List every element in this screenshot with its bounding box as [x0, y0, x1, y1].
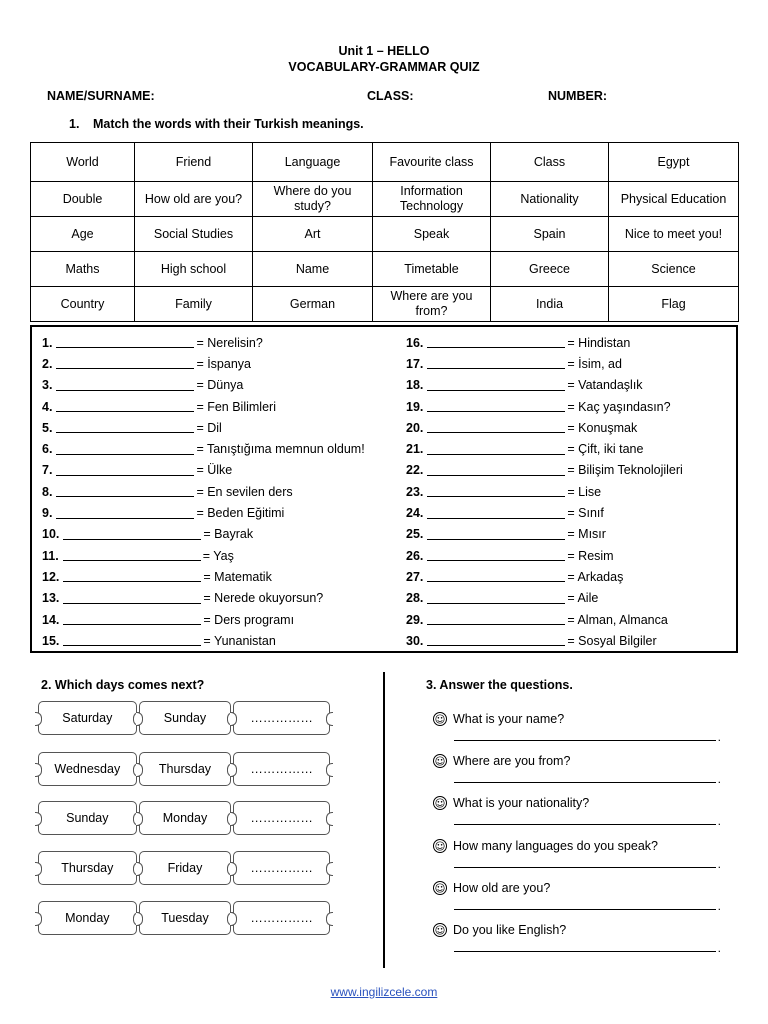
day-tag: Thursday — [139, 752, 232, 786]
day-tag: Saturday — [38, 701, 137, 735]
turkish-meaning: = Sınıf — [567, 506, 604, 521]
section-divider — [383, 672, 385, 968]
vocabulary-cell: Where are you from? — [373, 287, 491, 322]
quiz-subtitle: VOCABULARY-GRAMMAR QUIZ — [288, 60, 480, 74]
next-day-blank[interactable]: …………… — [233, 901, 330, 935]
matching-item — [406, 375, 683, 396]
answer-blank[interactable] — [427, 337, 565, 348]
matching-item-number: 6. — [42, 442, 53, 457]
vocabulary-cell: Where do you study? — [253, 182, 373, 217]
question-line — [432, 838, 722, 854]
turkish-meaning: = Mısır — [567, 527, 606, 542]
turkish-meaning: = Arkadaş — [567, 569, 624, 584]
answer-blank[interactable] — [56, 444, 194, 455]
answer-line[interactable] — [454, 773, 716, 783]
question-line — [432, 795, 722, 811]
question-3-heading: 3. Answer the questions. — [426, 678, 573, 692]
answer-blank[interactable] — [63, 529, 201, 540]
turkish-meaning: = Resim — [567, 548, 614, 563]
turkish-meaning: = Beden Eğitimi — [196, 506, 285, 521]
vocabulary-row — [31, 217, 739, 252]
matching-item-number: 24. — [406, 506, 424, 521]
smiley-face-icon — [432, 753, 448, 769]
matching-item — [42, 396, 365, 417]
matching-item-number: 4. — [42, 399, 53, 414]
day-tag: Wednesday — [38, 752, 137, 786]
matching-item — [406, 588, 683, 609]
smiley-face-icon — [432, 795, 448, 811]
question-line — [432, 922, 722, 938]
answer-blank[interactable] — [63, 614, 201, 625]
matching-item-number: 27. — [406, 569, 424, 584]
answer-blank[interactable] — [427, 529, 565, 540]
matching-item-number: 9. — [42, 506, 53, 521]
matching-item — [42, 375, 365, 396]
matching-item — [406, 460, 683, 481]
matching-item — [406, 481, 683, 502]
matching-item — [406, 396, 683, 417]
answer-blank[interactable] — [427, 444, 565, 455]
website-link[interactable]: www.ingilizcele.com — [330, 985, 438, 999]
matching-item — [42, 460, 365, 481]
question-text: How old are you? — [453, 881, 551, 895]
vocabulary-row — [31, 143, 739, 182]
matching-item-number: 14. — [42, 612, 60, 627]
matching-item — [406, 609, 683, 630]
question-line — [432, 753, 722, 769]
answer-blank[interactable] — [56, 380, 194, 391]
vocabulary-cell: Friend — [135, 143, 253, 182]
turkish-meaning: = Dil — [196, 420, 222, 435]
matching-item — [42, 353, 365, 374]
matching-item-number: 22. — [406, 463, 424, 478]
vocabulary-cell: Flag — [609, 287, 739, 322]
vocabulary-cell: Spain — [491, 217, 609, 252]
next-day-blank[interactable]: …………… — [233, 701, 330, 735]
matching-right-column — [406, 332, 683, 651]
vocabulary-cell: Timetable — [373, 252, 491, 287]
question-item — [432, 753, 722, 783]
answer-blank[interactable] — [63, 593, 201, 604]
vocabulary-row — [31, 252, 739, 287]
day-tag: Thursday — [38, 851, 137, 885]
matching-item-number: 17. — [406, 356, 424, 371]
matching-item — [406, 630, 683, 651]
vocabulary-row — [31, 287, 739, 322]
question-line — [432, 711, 722, 727]
answer-blank[interactable] — [427, 486, 565, 497]
day-tag: Tuesday — [139, 901, 232, 935]
smiley-face-icon — [432, 711, 448, 727]
matching-item — [406, 502, 683, 523]
vocabulary-cell: Nice to meet you! — [609, 217, 739, 252]
matching-item — [42, 481, 365, 502]
vocabulary-cell: Art — [253, 217, 373, 252]
turkish-meaning: = Sosyal Bilgiler — [567, 633, 657, 648]
turkish-meaning: = İsim, ad — [567, 356, 622, 371]
day-tag: Sunday — [38, 801, 137, 835]
matching-left-column — [42, 332, 365, 651]
matching-item — [42, 609, 365, 630]
question-1-text: Match the words with their Turkish meanings. — [93, 117, 364, 131]
turkish-meaning: = Yaş — [202, 548, 234, 563]
question-1-number: 1. — [69, 117, 80, 131]
matching-item-number: 18. — [406, 378, 424, 393]
question-item — [432, 880, 722, 910]
next-day-blank[interactable]: …………… — [233, 801, 330, 835]
matching-item-number: 1. — [42, 335, 53, 350]
answer-blank[interactable] — [427, 508, 565, 519]
day-tag: Sunday — [139, 701, 232, 735]
matching-item — [42, 545, 365, 566]
turkish-meaning: = Ders programı — [203, 612, 295, 627]
answer-blank[interactable] — [56, 465, 194, 476]
vocabulary-table — [30, 142, 739, 322]
question-item — [432, 795, 722, 825]
matching-item — [406, 438, 683, 459]
matching-item-number: 3. — [42, 378, 53, 393]
question-item — [432, 711, 722, 741]
matching-item — [42, 332, 365, 353]
vocabulary-row — [31, 182, 739, 217]
turkish-meaning: = Kaç yaşındasın? — [567, 399, 671, 414]
vocabulary-cell: World — [31, 143, 135, 182]
turkish-meaning: = Vatandaşlık — [567, 378, 643, 393]
day-tag: Friday — [139, 851, 232, 885]
vocabulary-cell: Nationality — [491, 182, 609, 217]
turkish-meaning: = Alman, Almanca — [567, 612, 668, 627]
matching-item — [406, 524, 683, 545]
vocabulary-cell: Maths — [31, 252, 135, 287]
matching-item — [406, 417, 683, 438]
question-text: Where are you from? — [453, 754, 571, 768]
matching-item-number: 30. — [406, 633, 424, 648]
matching-item — [406, 353, 683, 374]
day-tag: Monday — [139, 801, 232, 835]
vocabulary-cell: Double — [31, 182, 135, 217]
answer-blank[interactable] — [63, 550, 201, 561]
turkish-meaning: = En sevilen ders — [196, 484, 293, 499]
vocabulary-cell: Physical Education — [609, 182, 739, 217]
turkish-meaning: = Aile — [567, 591, 599, 606]
question-text: How many languages do you speak? — [453, 839, 658, 853]
turkish-meaning: = Konuşmak — [567, 420, 638, 435]
question-text: What is your name? — [453, 712, 565, 726]
answer-line[interactable] — [454, 731, 716, 741]
answer-blank[interactable] — [427, 358, 565, 369]
question-line — [432, 880, 722, 896]
question-2-heading: 2. Which days comes next? — [41, 678, 205, 692]
turkish-meaning: = Yunanistan — [203, 633, 276, 648]
smiley-face-icon — [432, 880, 448, 896]
matching-item-number: 7. — [42, 463, 53, 478]
matching-item — [42, 502, 365, 523]
vocabulary-cell: Science — [609, 252, 739, 287]
turkish-meaning: = Dünya — [196, 378, 244, 393]
vocabulary-cell: How old are you? — [135, 182, 253, 217]
vocabulary-cell: Favourite class — [373, 143, 491, 182]
vocabulary-cell: Name — [253, 252, 373, 287]
number-label: NUMBER: — [548, 89, 608, 103]
question-item — [432, 838, 722, 868]
matching-item-number: 10. — [42, 527, 60, 542]
turkish-meaning: = Bilişim Teknolojileri — [567, 463, 683, 478]
answer-line[interactable] — [454, 815, 716, 825]
matching-item-number: 11. — [42, 548, 59, 563]
answer-blank[interactable] — [56, 508, 194, 519]
answer-blank[interactable] — [63, 635, 201, 646]
answer-line[interactable] — [454, 942, 716, 952]
answer-blank[interactable] — [427, 465, 565, 476]
matching-item-number: 13. — [42, 591, 60, 606]
turkish-meaning: = Ülke — [196, 463, 233, 478]
vocabulary-cell: Social Studies — [135, 217, 253, 252]
answer-blank[interactable] — [427, 380, 565, 391]
day-sequence-row — [38, 901, 330, 935]
vocabulary-cell: Language — [253, 143, 373, 182]
vocabulary-cell: Egypt — [609, 143, 739, 182]
day-sequence-row — [38, 752, 330, 786]
matching-item — [42, 417, 365, 438]
answer-blank[interactable] — [427, 401, 565, 412]
turkish-meaning: = Nerede okuyorsun? — [203, 591, 324, 606]
matching-item-number: 26. — [406, 548, 424, 563]
answer-blank[interactable] — [56, 358, 194, 369]
smiley-face-icon — [432, 838, 448, 854]
matching-box — [30, 325, 738, 653]
matching-item — [42, 524, 365, 545]
vocabulary-cell: Country — [31, 287, 135, 322]
answer-blank[interactable] — [427, 550, 565, 561]
vocabulary-cell: Family — [135, 287, 253, 322]
matching-item — [42, 566, 365, 587]
matching-item — [406, 566, 683, 587]
footer — [0, 985, 768, 999]
matching-item-number: 16. — [406, 335, 424, 350]
matching-item — [406, 545, 683, 566]
matching-item-number: 15. — [42, 633, 60, 648]
matching-item-number: 29. — [406, 612, 424, 627]
matching-item-number: 8. — [42, 484, 53, 499]
question-1-heading — [69, 117, 364, 131]
unit-title: Unit 1 – HELLO — [338, 44, 430, 58]
vocabulary-cell: High school — [135, 252, 253, 287]
turkish-meaning: = Fen Bilimleri — [196, 399, 276, 414]
question-text: What is your nationality? — [453, 796, 590, 810]
answer-blank[interactable] — [56, 337, 194, 348]
matching-item-number: 2. — [42, 356, 53, 371]
turkish-meaning: = Nerelisin? — [196, 335, 263, 350]
turkish-meaning: = Hindistan — [567, 335, 631, 350]
answer-blank[interactable] — [56, 486, 194, 497]
vocabulary-cell: Class — [491, 143, 609, 182]
question-item — [432, 922, 722, 952]
matching-item-number: 23. — [406, 484, 424, 499]
vocabulary-cell: Age — [31, 217, 135, 252]
turkish-meaning: = Tanıştığıma memnun oldum! — [196, 442, 365, 457]
vocabulary-cell: Speak — [373, 217, 491, 252]
vocabulary-cell: German — [253, 287, 373, 322]
turkish-meaning: = Lise — [567, 484, 602, 499]
turkish-meaning: = Çift, iki tane — [567, 442, 644, 457]
name-surname-label: NAME/SURNAME: — [47, 89, 155, 103]
turkish-meaning: = İspanya — [196, 356, 251, 371]
matching-item-number: 25. — [406, 527, 424, 542]
smiley-face-icon — [432, 922, 448, 938]
matching-item-number: 20. — [406, 420, 424, 435]
next-day-blank[interactable]: …………… — [233, 752, 330, 786]
answer-blank[interactable] — [427, 614, 565, 625]
answer-blank[interactable] — [427, 593, 565, 604]
matching-item-number: 19. — [406, 399, 424, 414]
answer-blank[interactable] — [427, 571, 565, 582]
matching-item — [42, 588, 365, 609]
answer-blank[interactable] — [427, 422, 565, 433]
answer-blank[interactable] — [56, 401, 194, 412]
next-day-blank[interactable]: …………… — [233, 851, 330, 885]
matching-item — [42, 630, 365, 651]
matching-item — [406, 332, 683, 353]
vocabulary-cell: India — [491, 287, 609, 322]
matching-item-number: 5. — [42, 420, 53, 435]
day-sequence-row — [38, 801, 330, 835]
answer-blank[interactable] — [427, 635, 565, 646]
answer-blank[interactable] — [56, 422, 194, 433]
turkish-meaning: = Matematik — [203, 569, 272, 584]
matching-item-number: 12. — [42, 569, 60, 584]
answer-line[interactable] — [454, 858, 716, 868]
matching-item-number: 28. — [406, 591, 424, 606]
answer-blank[interactable] — [63, 571, 201, 582]
vocabulary-cell: Greece — [491, 252, 609, 287]
class-label: CLASS: — [367, 89, 414, 103]
matching-item-number: 21. — [406, 442, 424, 457]
answer-line[interactable] — [454, 900, 716, 910]
vocabulary-cell: Information Technology — [373, 182, 491, 217]
day-tag: Monday — [38, 901, 137, 935]
day-sequence-row — [38, 851, 330, 885]
turkish-meaning: = Bayrak — [203, 527, 254, 542]
day-sequence-row — [38, 701, 330, 735]
question-text: Do you like English? — [453, 923, 567, 937]
matching-item — [42, 438, 365, 459]
